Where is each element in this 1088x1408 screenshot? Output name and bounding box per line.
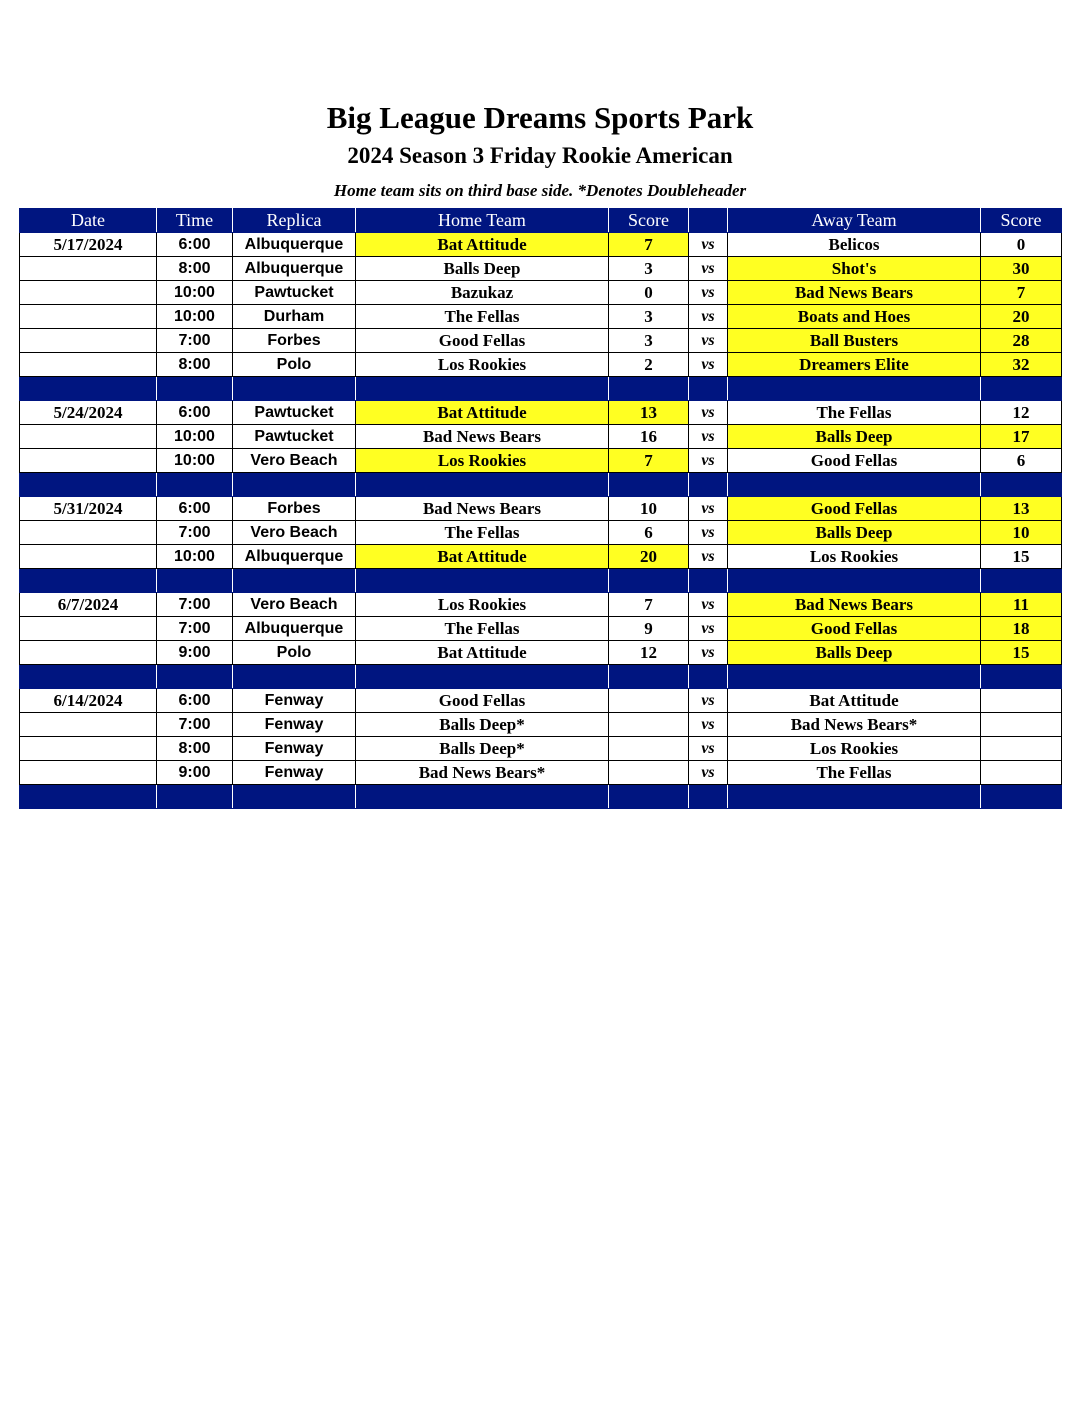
replica-cell: Albuquerque <box>233 257 356 281</box>
date-cell <box>20 521 157 545</box>
time-cell: 8:00 <box>157 737 233 761</box>
home-score-cell: 16 <box>609 425 689 449</box>
away-score-cell <box>981 761 1062 785</box>
separator-cell <box>728 377 981 401</box>
table-row <box>20 761 1062 785</box>
home-score-cell: 7 <box>609 233 689 257</box>
away-score-cell: 18 <box>981 617 1062 641</box>
vs-cell: vs <box>689 329 728 353</box>
time-cell: 7:00 <box>157 593 233 617</box>
table-row <box>20 353 1062 377</box>
home-score-cell: 20 <box>609 545 689 569</box>
home-score-cell: 9 <box>609 617 689 641</box>
separator-cell <box>689 665 728 689</box>
replica-cell: Albuquerque <box>233 545 356 569</box>
separator-cell <box>728 473 981 497</box>
vs-cell: vs <box>689 497 728 521</box>
home-team-cell: Balls Deep* <box>356 737 609 761</box>
time-cell: 7:00 <box>157 617 233 641</box>
date-cell <box>20 617 157 641</box>
home-team-cell: Good Fellas <box>356 329 609 353</box>
separator-cell <box>609 785 689 809</box>
col-header-away-team: Away Team <box>728 209 981 233</box>
separator-cell <box>728 785 981 809</box>
away-team-cell: Ball Busters <box>728 329 981 353</box>
away-score-cell: 30 <box>981 257 1062 281</box>
table-header-row <box>20 209 1062 233</box>
col-header-vs <box>689 209 728 233</box>
time-cell: 7:00 <box>157 521 233 545</box>
separator-cell <box>356 665 609 689</box>
col-header-home-team: Home Team <box>356 209 609 233</box>
replica-cell: Durham <box>233 305 356 329</box>
replica-cell: Vero Beach <box>233 521 356 545</box>
time-cell: 9:00 <box>157 761 233 785</box>
home-score-cell: 12 <box>609 641 689 665</box>
away-score-cell: 13 <box>981 497 1062 521</box>
separator-cell <box>20 473 157 497</box>
schedule-table <box>19 208 1062 809</box>
replica-cell: Polo <box>233 353 356 377</box>
separator-cell <box>157 569 233 593</box>
time-cell: 10:00 <box>157 545 233 569</box>
home-team-cell: Bad News Bears <box>356 425 609 449</box>
away-score-cell: 10 <box>981 521 1062 545</box>
date-cell <box>20 305 157 329</box>
date-cell: 5/31/2024 <box>20 497 157 521</box>
replica-cell: Pawtucket <box>233 425 356 449</box>
home-team-cell: Los Rookies <box>356 353 609 377</box>
date-cell: 5/24/2024 <box>20 401 157 425</box>
away-score-cell <box>981 689 1062 713</box>
away-score-cell: 12 <box>981 401 1062 425</box>
table-row <box>20 257 1062 281</box>
table-row <box>20 329 1062 353</box>
table-row <box>20 713 1062 737</box>
separator-cell <box>20 569 157 593</box>
date-cell: 6/14/2024 <box>20 689 157 713</box>
col-header-date: Date <box>20 209 157 233</box>
separator-cell <box>609 569 689 593</box>
away-score-cell: 0 <box>981 233 1062 257</box>
away-score-cell: 28 <box>981 329 1062 353</box>
home-team-cell: Bat Attitude <box>356 545 609 569</box>
table-row <box>20 233 1062 257</box>
separator-cell <box>233 665 356 689</box>
home-team-cell: Bazukaz <box>356 281 609 305</box>
separator-cell <box>728 569 981 593</box>
vs-cell: vs <box>689 449 728 473</box>
home-score-cell: 6 <box>609 521 689 545</box>
home-score-cell: 7 <box>609 593 689 617</box>
date-cell <box>20 449 157 473</box>
time-cell: 6:00 <box>157 401 233 425</box>
table-row <box>20 497 1062 521</box>
replica-cell: Pawtucket <box>233 401 356 425</box>
away-team-cell: Balls Deep <box>728 425 981 449</box>
away-score-cell: 7 <box>981 281 1062 305</box>
page-subtitle: 2024 Season 3 Friday Rookie American <box>347 143 733 168</box>
replica-cell: Albuquerque <box>233 233 356 257</box>
date-cell <box>20 641 157 665</box>
away-score-cell <box>981 713 1062 737</box>
away-team-cell: Los Rookies <box>728 737 981 761</box>
away-team-cell: Dreamers Elite <box>728 353 981 377</box>
vs-cell: vs <box>689 521 728 545</box>
away-team-cell: Boats and Hoes <box>728 305 981 329</box>
vs-cell: vs <box>689 401 728 425</box>
separator-cell <box>20 665 157 689</box>
away-score-cell: 15 <box>981 641 1062 665</box>
date-cell <box>20 257 157 281</box>
away-team-cell: The Fellas <box>728 761 981 785</box>
vs-cell: vs <box>689 353 728 377</box>
separator-cell <box>689 377 728 401</box>
home-team-cell: Bat Attitude <box>356 233 609 257</box>
time-cell: 10:00 <box>157 449 233 473</box>
vs-cell: vs <box>689 761 728 785</box>
vs-cell: vs <box>689 617 728 641</box>
away-team-cell: Balls Deep <box>728 521 981 545</box>
away-team-cell: Bad News Bears <box>728 593 981 617</box>
home-team-cell: Los Rookies <box>356 593 609 617</box>
vs-cell: vs <box>689 713 728 737</box>
table-row <box>20 545 1062 569</box>
separator-cell <box>689 785 728 809</box>
table-row <box>20 737 1062 761</box>
away-score-cell <box>981 737 1062 761</box>
separator-cell <box>981 785 1062 809</box>
time-cell: 10:00 <box>157 425 233 449</box>
separator-cell <box>157 785 233 809</box>
home-team-cell: Balls Deep* <box>356 713 609 737</box>
separator-cell <box>981 377 1062 401</box>
schedule-note: Home team sits on third base side. *Denotes Doubleheader <box>333 181 747 200</box>
col-header-replica: Replica <box>233 209 356 233</box>
separator-cell <box>356 473 609 497</box>
week-separator-row <box>20 665 1062 689</box>
table-row <box>20 593 1062 617</box>
separator-cell <box>609 473 689 497</box>
vs-cell: vs <box>689 545 728 569</box>
table-row <box>20 281 1062 305</box>
week-separator-row <box>20 569 1062 593</box>
replica-cell: Polo <box>233 641 356 665</box>
time-cell: 6:00 <box>157 497 233 521</box>
separator-cell <box>689 569 728 593</box>
replica-cell: Fenway <box>233 737 356 761</box>
vs-cell: vs <box>689 593 728 617</box>
home-score-cell: 3 <box>609 329 689 353</box>
week-separator-row <box>20 785 1062 809</box>
home-score-cell <box>609 713 689 737</box>
separator-cell <box>356 569 609 593</box>
separator-cell <box>157 473 233 497</box>
date-cell: 5/17/2024 <box>20 233 157 257</box>
vs-cell: vs <box>689 425 728 449</box>
home-score-cell: 10 <box>609 497 689 521</box>
away-team-cell: Bat Attitude <box>728 689 981 713</box>
separator-cell <box>609 665 689 689</box>
separator-cell <box>157 377 233 401</box>
separator-cell <box>728 665 981 689</box>
table-row <box>20 641 1062 665</box>
date-cell <box>20 737 157 761</box>
away-team-cell: Good Fellas <box>728 617 981 641</box>
home-score-cell: 3 <box>609 305 689 329</box>
vs-cell: vs <box>689 737 728 761</box>
replica-cell: Albuquerque <box>233 617 356 641</box>
separator-cell <box>20 785 157 809</box>
replica-cell: Fenway <box>233 689 356 713</box>
home-team-cell: Good Fellas <box>356 689 609 713</box>
separator-cell <box>233 785 356 809</box>
away-score-cell: 6 <box>981 449 1062 473</box>
home-score-cell <box>609 689 689 713</box>
separator-cell <box>233 377 356 401</box>
away-score-cell: 17 <box>981 425 1062 449</box>
replica-cell: Forbes <box>233 329 356 353</box>
home-score-cell: 0 <box>609 281 689 305</box>
replica-cell: Pawtucket <box>233 281 356 305</box>
time-cell: 10:00 <box>157 281 233 305</box>
vs-cell: vs <box>689 689 728 713</box>
away-score-cell: 32 <box>981 353 1062 377</box>
home-score-cell: 2 <box>609 353 689 377</box>
date-cell <box>20 329 157 353</box>
vs-cell: vs <box>689 257 728 281</box>
home-team-cell: The Fellas <box>356 521 609 545</box>
table-row <box>20 449 1062 473</box>
time-cell: 10:00 <box>157 305 233 329</box>
table-row <box>20 521 1062 545</box>
replica-cell: Forbes <box>233 497 356 521</box>
home-score-cell <box>609 761 689 785</box>
replica-cell: Fenway <box>233 761 356 785</box>
col-header-time: Time <box>157 209 233 233</box>
home-team-cell: The Fellas <box>356 617 609 641</box>
away-team-cell: Balls Deep <box>728 641 981 665</box>
away-team-cell: Bad News Bears* <box>728 713 981 737</box>
separator-cell <box>356 785 609 809</box>
home-team-cell: Bat Attitude <box>356 401 609 425</box>
away-score-cell: 20 <box>981 305 1062 329</box>
home-team-cell: Los Rookies <box>356 449 609 473</box>
away-team-cell: Bad News Bears <box>728 281 981 305</box>
date-cell <box>20 353 157 377</box>
week-separator-row <box>20 473 1062 497</box>
home-score-cell: 13 <box>609 401 689 425</box>
schedule-rows <box>20 233 1062 809</box>
home-team-cell: Balls Deep <box>356 257 609 281</box>
replica-cell: Vero Beach <box>233 449 356 473</box>
time-cell: 6:00 <box>157 233 233 257</box>
away-team-cell: Belicos <box>728 233 981 257</box>
vs-cell: vs <box>689 281 728 305</box>
date-cell <box>20 713 157 737</box>
separator-cell <box>981 569 1062 593</box>
separator-cell <box>981 473 1062 497</box>
page-title: Big League Dreams Sports Park <box>326 100 754 135</box>
vs-cell: vs <box>689 233 728 257</box>
separator-cell <box>981 665 1062 689</box>
time-cell: 6:00 <box>157 689 233 713</box>
separator-cell <box>689 473 728 497</box>
col-header-home-score: Score <box>609 209 689 233</box>
home-team-cell: The Fellas <box>356 305 609 329</box>
date-cell <box>20 425 157 449</box>
table-row <box>20 689 1062 713</box>
replica-cell: Fenway <box>233 713 356 737</box>
table-row <box>20 305 1062 329</box>
time-cell: 7:00 <box>157 329 233 353</box>
separator-cell <box>20 377 157 401</box>
time-cell: 8:00 <box>157 353 233 377</box>
home-team-cell: Bad News Bears <box>356 497 609 521</box>
date-cell <box>20 545 157 569</box>
date-cell <box>20 761 157 785</box>
home-team-cell: Bat Attitude <box>356 641 609 665</box>
away-team-cell: Good Fellas <box>728 497 981 521</box>
separator-cell <box>356 377 609 401</box>
away-score-cell: 15 <box>981 545 1062 569</box>
table-row <box>20 617 1062 641</box>
time-cell: 9:00 <box>157 641 233 665</box>
home-score-cell: 3 <box>609 257 689 281</box>
away-team-cell: Shot's <box>728 257 981 281</box>
away-team-cell: Los Rookies <box>728 545 981 569</box>
time-cell: 8:00 <box>157 257 233 281</box>
vs-cell: vs <box>689 305 728 329</box>
home-score-cell: 7 <box>609 449 689 473</box>
away-team-cell: Good Fellas <box>728 449 981 473</box>
time-cell: 7:00 <box>157 713 233 737</box>
date-cell <box>20 281 157 305</box>
home-score-cell <box>609 737 689 761</box>
home-team-cell: Bad News Bears* <box>356 761 609 785</box>
col-header-away-score: Score <box>981 209 1062 233</box>
replica-cell: Vero Beach <box>233 593 356 617</box>
separator-cell <box>157 665 233 689</box>
week-separator-row <box>20 377 1062 401</box>
separator-cell <box>233 473 356 497</box>
away-team-cell: The Fellas <box>728 401 981 425</box>
separator-cell <box>609 377 689 401</box>
table-row <box>20 401 1062 425</box>
date-cell: 6/7/2024 <box>20 593 157 617</box>
table-row <box>20 425 1062 449</box>
separator-cell <box>233 569 356 593</box>
vs-cell: vs <box>689 641 728 665</box>
away-score-cell: 11 <box>981 593 1062 617</box>
